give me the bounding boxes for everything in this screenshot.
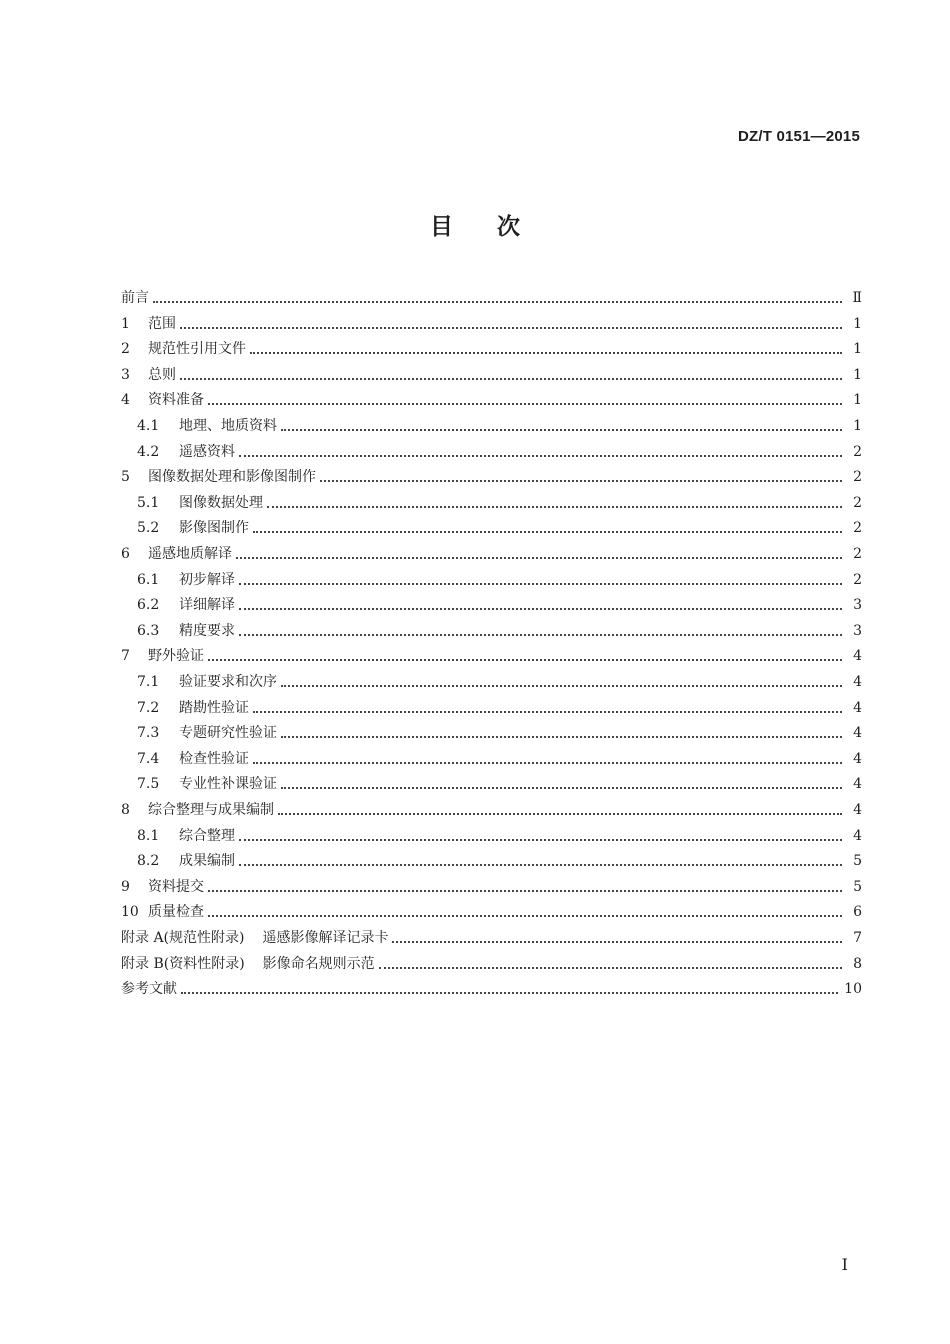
toc-entry	[137, 564, 862, 589]
dot-leader	[208, 659, 842, 661]
toc-entry-number: 6.3	[137, 622, 160, 639]
toc-entry-number: 7	[121, 648, 130, 665]
toc-entry	[137, 410, 862, 435]
toc-entry-number: 4.2	[137, 443, 160, 460]
toc-entry	[121, 871, 862, 896]
toc-entry-number: 7.3	[137, 725, 160, 742]
toc-entry-number: 7.2	[137, 699, 160, 716]
toc-entry	[137, 487, 862, 512]
dot-leader	[239, 864, 842, 866]
toc-entry-title: 专业性补课验证	[179, 776, 277, 793]
toc-entry	[121, 973, 862, 998]
dot-leader	[236, 557, 842, 559]
toc-entry	[121, 640, 862, 665]
toc-entry	[121, 922, 862, 947]
toc-entry	[121, 308, 862, 333]
toc-entry-number: 6.1	[137, 571, 160, 588]
toc-entry-title: 遥感资料	[179, 443, 235, 460]
toc-entry-number: 7.4	[137, 750, 160, 767]
toc-entry-number: 4.1	[137, 418, 160, 434]
toc-entry-title: 图像数据处理	[179, 494, 263, 511]
toc-entry	[121, 538, 862, 563]
toc-entry-title: 专题研究性验证	[179, 725, 277, 742]
toc-entry-number: 4	[121, 392, 130, 409]
toc-entry-page: 4	[853, 827, 862, 844]
toc-entry-title: 图像数据处理和影像图制作	[148, 469, 316, 486]
toc-entry-page: 1	[853, 418, 862, 434]
page-title	[0, 208, 950, 241]
toc-entry	[137, 768, 862, 793]
toc-entry-page: 4	[853, 648, 862, 665]
dot-leader	[281, 736, 842, 738]
toc-entry-page: 3	[853, 622, 862, 639]
toc-entry-number: 5.2	[137, 520, 160, 537]
toc-entry-page: 2	[853, 469, 862, 486]
toc-entry-title: 检查性验证	[179, 750, 249, 767]
toc-entry-page: 1	[853, 315, 862, 332]
dot-leader	[281, 429, 842, 431]
dot-leader	[239, 608, 842, 610]
toc-entry-number: 7.5	[137, 776, 160, 793]
toc-entry-title: 资料准备	[148, 392, 204, 409]
toc-entry-page: 5	[853, 878, 862, 895]
toc-entry	[121, 359, 862, 384]
toc-entry-page: 4	[853, 750, 862, 767]
toc-entry-number: 3	[121, 366, 130, 383]
toc-entry-page: 6	[853, 904, 862, 921]
toc-entry	[137, 820, 862, 845]
toc-entry-page: 1	[853, 392, 862, 409]
toc-entry	[137, 743, 862, 768]
toc-entry-page: 4	[853, 725, 862, 742]
toc-entry	[137, 845, 862, 870]
toc-entry-page: 4	[853, 699, 862, 716]
toc-entry-title: 质量检查	[148, 904, 204, 921]
toc-entry-page: 1	[853, 341, 862, 358]
toc-entry-page: 2	[853, 443, 862, 460]
toc-entry-page: 3	[853, 597, 862, 614]
toc-entry-number: 5.1	[137, 494, 160, 511]
toc-entry-page: 1	[853, 366, 862, 383]
toc-entry	[121, 333, 862, 358]
dot-leader	[239, 634, 842, 636]
toc-entry-number: 1	[121, 315, 130, 332]
toc-entry-page: 2	[853, 546, 862, 562]
toc-entry-title: 野外验证	[148, 648, 204, 665]
toc-entry-title: 参考文献	[121, 981, 177, 998]
dot-leader	[153, 301, 842, 303]
toc-entry-title: 综合整理与成果编制	[148, 802, 274, 818]
toc-entry-title: 详细解译	[179, 597, 235, 614]
toc-entry-number: 5	[121, 469, 130, 486]
toc-entry-number: 6.2	[137, 597, 160, 614]
title-char-1: 目	[430, 214, 453, 240]
toc-entry-page: 5	[853, 853, 862, 870]
toc-entry	[121, 384, 862, 409]
dot-leader	[181, 992, 838, 994]
dot-leader	[239, 455, 842, 457]
dot-leader	[253, 762, 842, 764]
dot-leader	[250, 352, 842, 354]
dot-leader	[239, 839, 842, 841]
toc-entry-page: 2	[853, 571, 862, 588]
dot-leader	[208, 403, 842, 405]
toc-entry-page: 2	[853, 494, 862, 511]
dot-leader	[281, 685, 842, 687]
toc-entry-page: 10	[844, 981, 862, 998]
dot-leader	[281, 787, 842, 789]
dot-leader	[180, 378, 842, 380]
toc-entry-number: 10	[121, 904, 139, 921]
toc-entry-title: 踏勘性验证	[179, 699, 249, 716]
dot-leader	[239, 583, 842, 585]
toc-entry-page: Ⅱ	[852, 290, 862, 306]
toc-entry-title: 综合整理	[179, 827, 235, 844]
dot-leader	[180, 327, 842, 329]
toc-entry-page: 4	[853, 776, 862, 793]
toc-entry-number: 附录 A(规范性附录)	[121, 930, 245, 946]
toc-entry-page: 4	[853, 802, 862, 818]
toc-entry	[121, 282, 862, 307]
toc-entry-page: 7	[853, 930, 862, 946]
toc-entry-number: 8	[121, 802, 130, 818]
toc-entry	[137, 436, 862, 461]
toc-entry	[121, 794, 862, 819]
toc-entry-title: 规范性引用文件	[148, 341, 246, 358]
toc-entry	[137, 589, 862, 614]
toc-entry-title: 遥感影像解译记录卡	[262, 930, 389, 946]
toc-entry	[137, 512, 862, 537]
toc-entry	[137, 717, 862, 742]
toc-entry-number: 2	[121, 341, 130, 358]
dot-leader	[392, 941, 842, 943]
dot-leader	[208, 915, 842, 917]
toc-entry-page: 2	[853, 520, 862, 537]
toc-entry-title: 成果编制	[179, 853, 235, 870]
toc-entry	[121, 896, 862, 921]
dot-leader	[267, 506, 842, 508]
toc-entry-number: 6	[121, 546, 130, 562]
page-number: Ⅰ	[841, 1255, 848, 1274]
toc-entry	[137, 615, 862, 640]
toc-entry-number: 附录 B(资料性附录)	[121, 955, 245, 972]
dot-leader	[208, 890, 842, 892]
dot-leader	[379, 967, 842, 969]
toc-entry-title: 精度要求	[179, 622, 235, 639]
standard-code: DZ/T 0151—2015	[737, 128, 860, 145]
toc-entry-title: 资料提交	[148, 878, 204, 895]
toc-entry-number: 7.1	[137, 674, 160, 690]
dot-leader	[253, 711, 842, 713]
toc-entry-title: 总则	[148, 366, 176, 383]
toc-entry-title: 影像命名规则示范	[262, 955, 375, 972]
toc-entry-page: 8	[853, 955, 862, 972]
toc-entry-title: 前言	[121, 290, 149, 306]
toc-entry-number: 9	[121, 878, 130, 895]
toc-entry-title: 遥感地质解译	[148, 546, 232, 562]
dot-leader	[253, 531, 842, 533]
toc-entry-title: 地理、地质资料	[179, 418, 277, 434]
toc-entry	[121, 461, 862, 486]
toc-entry	[137, 692, 862, 717]
toc-entry	[137, 666, 862, 691]
toc-entry-title: 验证要求和次序	[179, 674, 277, 690]
toc-entry-title: 范围	[148, 315, 176, 332]
toc-entry-number: 8.2	[137, 853, 160, 870]
dot-leader	[278, 813, 842, 815]
toc-entry-number: 8.1	[137, 827, 160, 844]
title-char-2: 次	[497, 214, 520, 240]
toc-entry-title: 初步解译	[179, 571, 235, 588]
toc-entry-page: 4	[853, 674, 862, 690]
dot-leader	[320, 480, 842, 482]
toc-entry	[121, 948, 862, 973]
toc-entry-title: 影像图制作	[179, 520, 249, 537]
